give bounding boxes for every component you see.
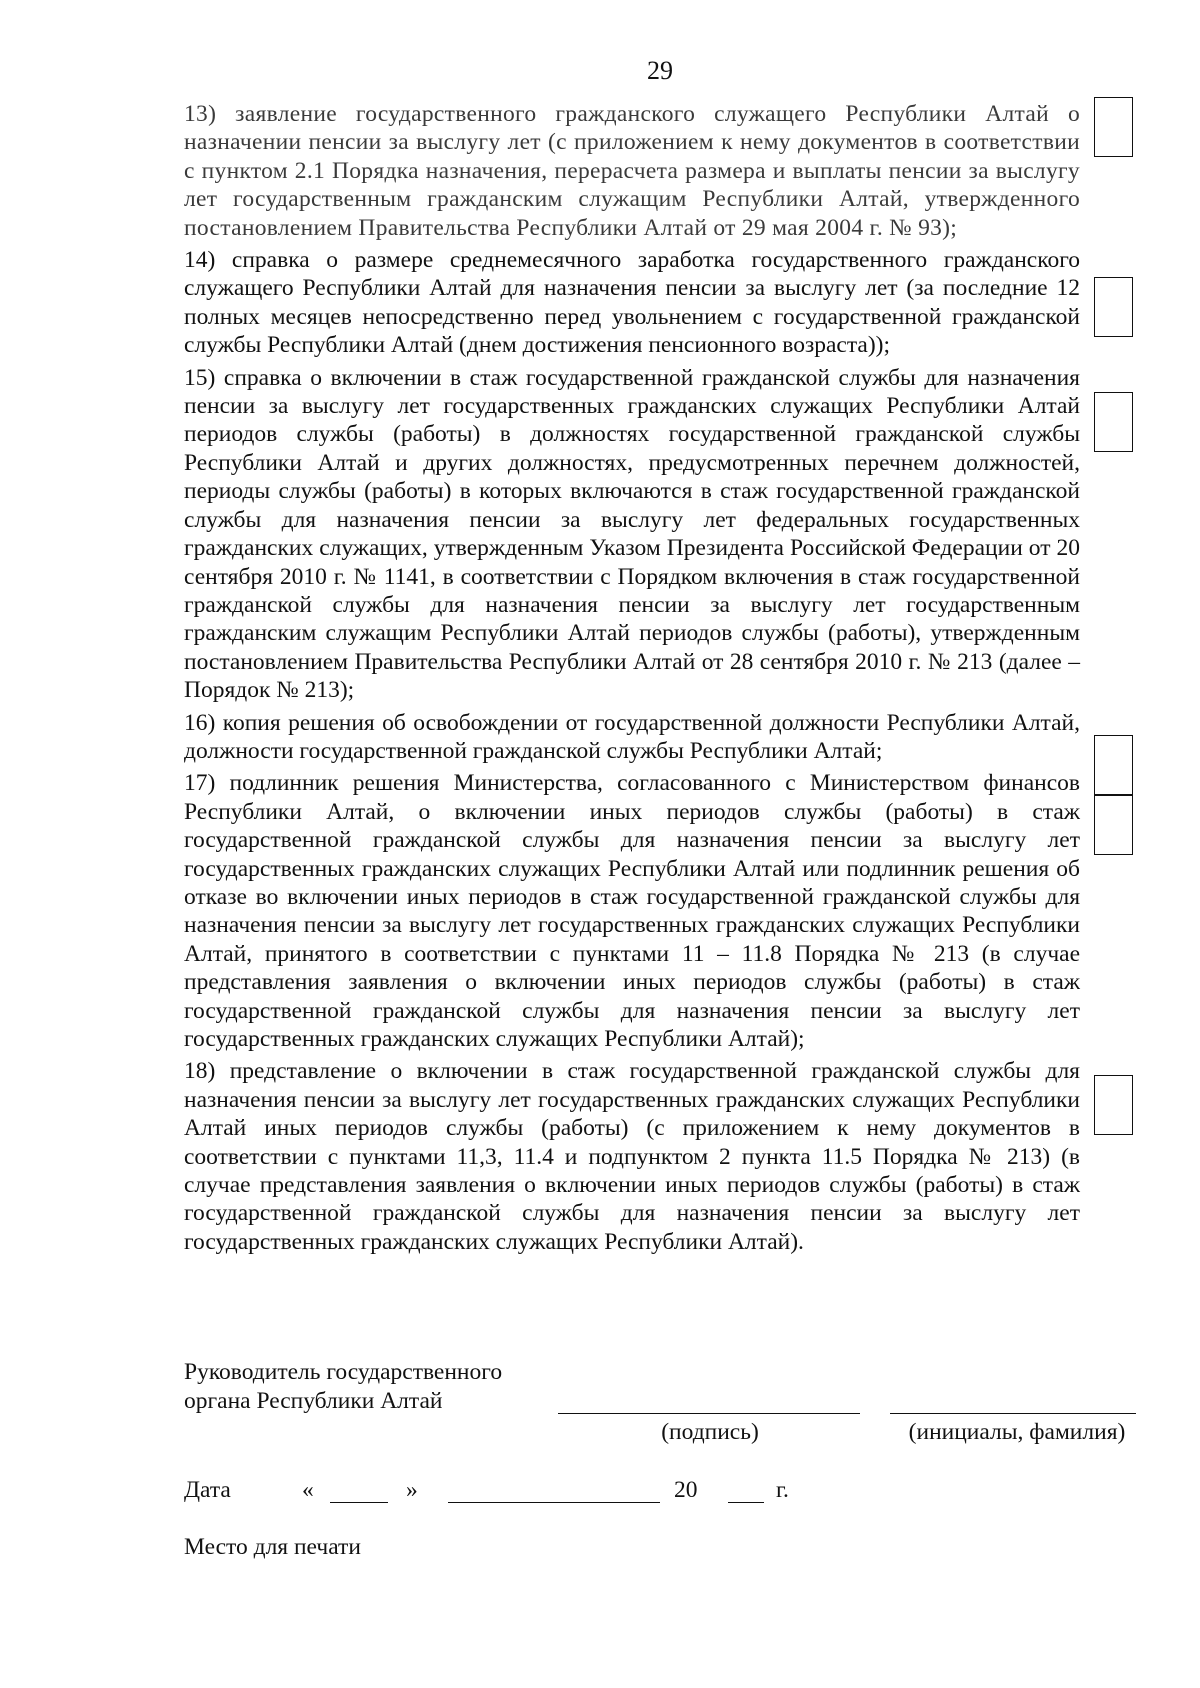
list-item-13: 13) заявление государственного гражданского служащего Республики Алтай о назначении пенсии за выслугу лет (с приложением к нему документов в соответствии с пунктом 2.1 Порядка назначения, перерасчета размера и выплаты пенсии за выслугу лет государственным гражданским служащим Республики Алтай, утвержденного постановлением Правительства Республики Алтай от 29 мая 2004 г. № 93); — [184, 101, 1080, 241]
list-item-17: 17) подлинник решения Министерства, согласованного с Министерством финансов Республики Алтай, о включении иных периодов службы (работы) в стаж государственной гражданской службы для назначения пенсии за выслугу лет государственных гражданских служащих Республики Алтай или подлинник решения об отказе во включении иных периодов в стаж государственной гражданской службы для назначения пенсии за выслугу лет государственных гражданских служащих Республики Алтай, принятого в соответствии с пунктами 11 – 11.8 Порядка № 213 (в случае представления заявления о включении иных периодов службы (работы) в стаж государственной гражданской службы для назначения пенсии за выслугу лет государственных гражданских служащих Республики Алтай); — [184, 770, 1080, 1052]
signature-line[interactable] — [558, 1413, 860, 1414]
signer-title-line1: Руководитель государственного — [184, 1359, 503, 1385]
name-caption: (инициалы, фамилия) — [908, 1419, 1126, 1445]
name-line[interactable] — [890, 1413, 1136, 1414]
document-body — [184, 100, 1080, 1260]
list-item-15: 15) справка о включении в стаж государственной гражданской службы для назначения пенсии за выслугу лет государственных гражданских служащих Республики Алтай периодов службы (работы) в должностях государственной гражданской службы Республики Алтай и других должностях, предусмотренных перечнем должностей, периоды службы (работы) в которых включаются в стаж государственной гражданской службы для назначения пенсии за выслугу лет федеральных государственных гражданских служащих, утвержденным Указом Президента Российской Федерации от 20 сентября 2010 г. № 1141, в соответствии с Порядком включения в стаж государственной гражданской службы для назначения пенсии за выслугу лет государственным гражданским служащим Республики Алтай периодов службы (работы), утвержденным постановлением Правительства Республики Алтай от 28 сентября 2010 г. № 213 (далее – Порядок № 213); — [184, 364, 1080, 704]
signature-caption: (подпись) — [661, 1419, 759, 1445]
seal-label: Место для печати — [184, 1534, 361, 1560]
list-item-14: 14) справка о размере среднемесячного заработка государственного гражданского служащего Республики Алтай для назначения пенсии за выслугу лет (за последние 12 полных месяцев непосредственно перед увольнением с государственной гражданской службы Республики Алтай (днем достижения пенсионного возраста)); — [184, 247, 1080, 359]
list-item-16: 16) копия решения об освобождении от государственной должности Республики Алтай, должности государственной гражданской службы Республики Алтай; — [184, 709, 1080, 764]
checkbox-item-15[interactable] — [1094, 392, 1133, 452]
date-month-field[interactable] — [448, 1502, 660, 1503]
date-year-field[interactable] — [728, 1502, 764, 1503]
date-close-quote: » — [406, 1477, 418, 1503]
checkbox-item-13[interactable] — [1094, 97, 1133, 157]
checkbox-item-17[interactable] — [1094, 795, 1133, 855]
signer-title-line2: органа Республики Алтай — [184, 1388, 443, 1414]
checkbox-item-16[interactable] — [1094, 735, 1133, 795]
checkbox-item-18[interactable] — [1094, 1075, 1133, 1135]
checkbox-item-14[interactable] — [1094, 277, 1133, 337]
date-open-quote: « — [302, 1477, 314, 1503]
date-year-suffix: г. — [776, 1477, 789, 1503]
date-year-prefix: 20 — [674, 1477, 698, 1503]
date-label: Дата — [184, 1477, 231, 1503]
page-number: 29 — [647, 56, 673, 85]
date-day-field[interactable] — [330, 1502, 388, 1503]
list-item-18: 18) представление о включении в стаж государственной гражданской службы для назначения пенсии за выслугу лет государственных гражданских служащих Республики Алтай иных периодов службы (работы) (с приложением к нему документов в соответствии с пунктами 11,3, 11.4 и подпунктом 2 пункта 11.5 Порядка № 213) (в случае представления заявления о включении иных периодов службы (работы) в стаж государственной гражданской службы для назначения пенсии за выслугу лет государственных гражданских служащих Республики Алтай). — [184, 1058, 1080, 1255]
